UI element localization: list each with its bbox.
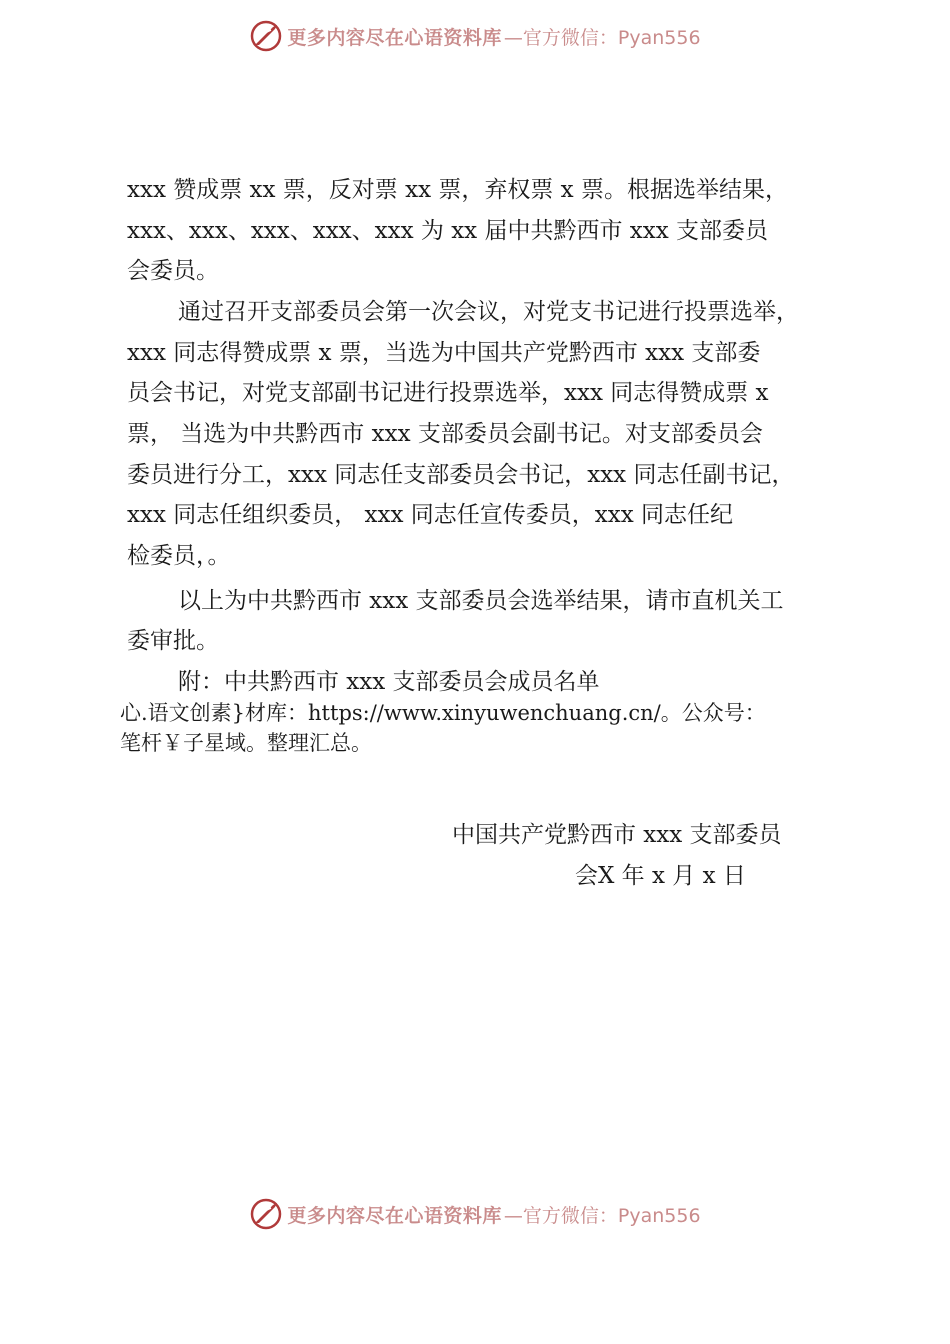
body-line: 委员进行分工，xxx 同志任支部委员会书记，xxx 同志任副书记，: [127, 462, 795, 488]
body-line: xxx 同志得赞成票 x 票，当选为中国共产党黔西市 xxx 支部委: [127, 340, 761, 366]
quill-pen-logo-icon: [249, 1197, 283, 1231]
attachment-line: 附：中共黔西市 xxx 支部委员会成员名单: [178, 669, 600, 695]
header-banner: [0, 14, 950, 58]
banner-contact-text: —官方微信：Pyan556: [503, 1204, 701, 1227]
body-line: xxx 赞成票 xx 票，反对票 xx 票，弃权票 x 票。根据选举结果，: [127, 177, 788, 203]
body-line: xxx、xxx、xxx、xxx、xxx 为 xx 届中共黔西市 xxx 支部委员: [127, 218, 768, 244]
body-line: 会委员。: [127, 258, 219, 284]
banner-brand-text: 更多内容尽在心语资料库: [287, 1204, 502, 1227]
body-line: 票， 当选为中共黔西市 xxx 支部委员会副书记。对支部委员会: [127, 421, 763, 447]
signature-date: 会X 年 x 月 x 日: [575, 863, 746, 889]
body-line: 员会书记，对党支部副书记进行投票选举，xxx 同志得赞成票 x: [127, 380, 769, 406]
watermark-line: 笔杆￥子星域。整理汇总。: [120, 731, 372, 755]
banner-brand-text: 更多内容尽在心语资料库: [287, 26, 502, 49]
body-line: 检委员，。: [127, 543, 231, 569]
body-line: xxx 同志任组织委员， xxx 同志任宣传委员，xxx 同志任纪: [127, 502, 733, 528]
quill-pen-logo-icon: [249, 19, 283, 53]
banner-contact-text: —官方微信：Pyan556: [503, 26, 701, 49]
watermark-line: 心.语文创素}材库：https://www.xinyuwenchuang.cn/。公众号：: [120, 701, 766, 725]
body-line: 委审批。: [127, 628, 219, 654]
footer-banner: [0, 1192, 950, 1236]
body-line: 以上为中共黔西市 xxx 支部委员会选举结果，请市直机关工: [178, 588, 784, 614]
body-line: 通过召开支部委员会第一次会议，对党支书记进行投票选举，: [178, 299, 799, 325]
signature-org: 中国共产党黔西市 xxx 支部委员: [452, 822, 782, 848]
